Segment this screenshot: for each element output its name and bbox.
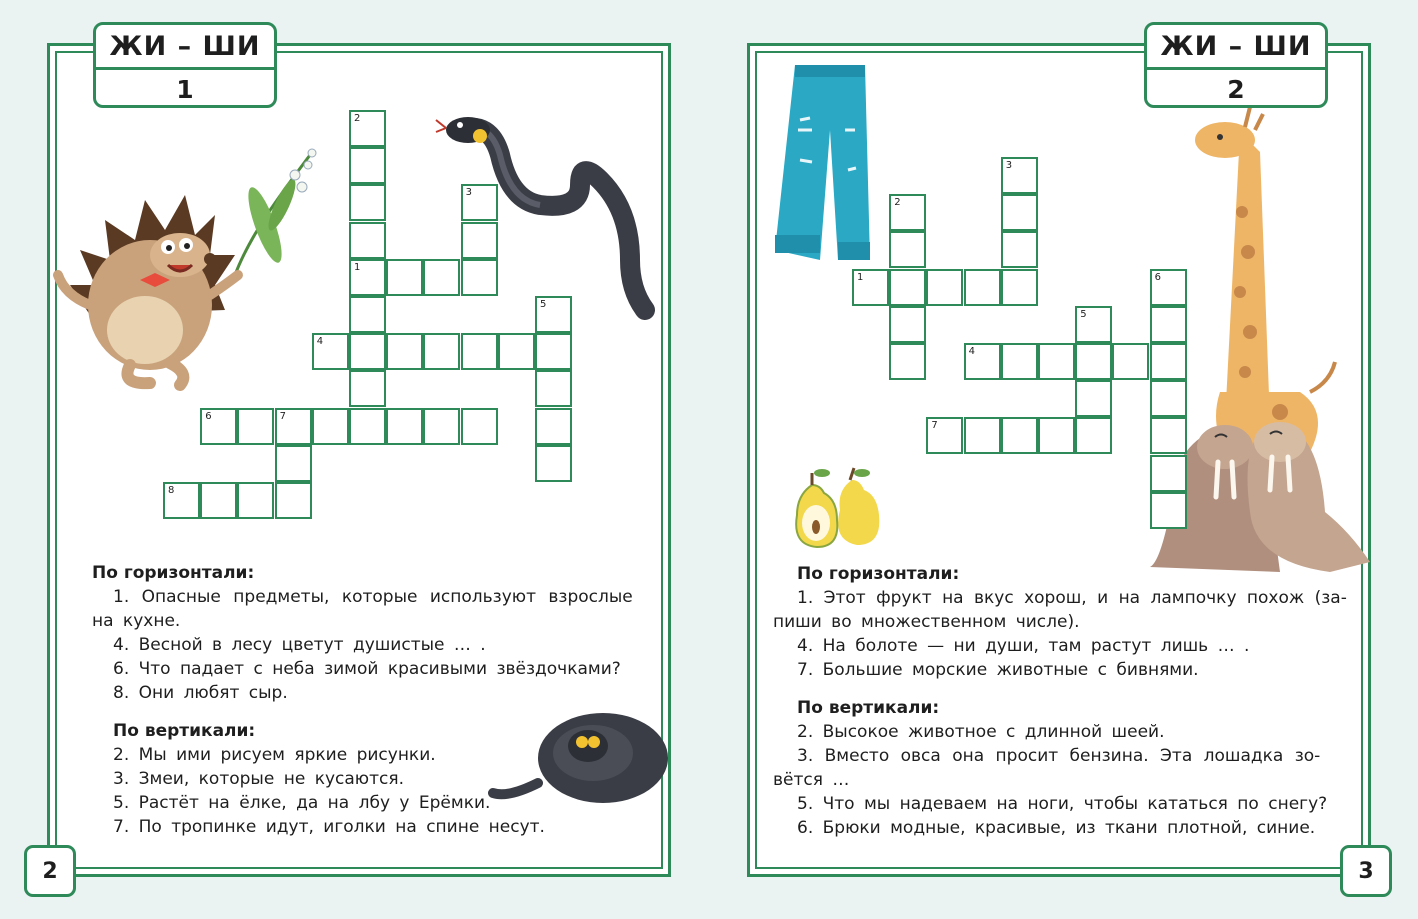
right-across-heading: По горизонтали: <box>797 564 960 584</box>
left-header-number: 1 <box>176 74 194 104</box>
right-down-list <box>773 720 1333 840</box>
right-clue-number: 7 <box>931 420 938 432</box>
right-page-header <box>1144 22 1328 108</box>
right-down-clue: вётся … <box>773 770 850 790</box>
right-down-clue: 6. Брюки модные, красивые, из ткани плотной, синие. <box>797 818 1316 838</box>
right-down-clue: 5. Что мы надеваем на ноги, чтобы кататься по снегу? <box>797 794 1328 814</box>
right-across-clue: пиши во множественном числе). <box>773 612 1080 632</box>
left-across-list <box>92 585 652 705</box>
right-across-clue: 1. Этот фрукт на вкус хорош, и на лампочку похож (за- <box>797 588 1347 608</box>
right-across-clue: 4. На болоте — ни души, там растут лишь … . <box>797 636 1250 656</box>
left-clue-number: 8 <box>168 485 175 496</box>
lily-of-the-valley-icon <box>235 149 316 275</box>
left-down-list <box>92 743 652 839</box>
right-down-heading: По вертикали: <box>797 698 940 718</box>
left-down-clue: 3. Змеи, которые не кусаются. <box>113 769 404 789</box>
right-across-list <box>773 586 1347 682</box>
left-page-header <box>93 22 277 108</box>
left-across-clue: 4. Весной в лесу цветут душистые … . <box>113 635 486 655</box>
left-clue-number: 5 <box>540 299 547 310</box>
right-clues <box>773 562 1347 840</box>
left-across-clue: на кухне. <box>92 611 181 631</box>
giraffe-walruses-illustration <box>1150 92 1375 582</box>
left-clues <box>92 561 652 839</box>
left-clue-number: 6 <box>205 410 212 422</box>
snake-illustration <box>430 110 660 325</box>
right-clue-number: 2 <box>894 197 901 209</box>
right-clue-number: 1 <box>857 271 864 283</box>
hedgehog-illustration <box>50 135 330 395</box>
left-clue-number: 7 <box>279 410 286 422</box>
left-down-clue: 5. Растёт на ёлке, да на лбу у Ерёмки. <box>113 793 491 813</box>
giraffe-icon <box>1195 99 1335 452</box>
left-clue-number: 1 <box>354 261 361 273</box>
right-down-clue: 3. Вместо овса она просит бензина. Эта лошадка зо- <box>797 746 1321 766</box>
left-clue-number: 3 <box>465 187 472 199</box>
jeans-illustration <box>770 60 880 265</box>
right-clue-number: 6 <box>1154 271 1161 283</box>
left-across-clue: 8. Они любят сыр. <box>113 683 288 703</box>
right-header-title: ЖИ – ШИ <box>1147 25 1325 70</box>
right-clue-number: 4 <box>968 346 975 357</box>
pears-illustration <box>782 465 882 550</box>
right-clue-number: 3 <box>1005 160 1013 171</box>
left-across-clue: 1. Опасные предметы, которые используют взрослые <box>113 587 633 607</box>
left-down-clue: 2. Мы ими рисуем яркие рисунки. <box>113 745 436 765</box>
left-across-heading: По горизонтали: <box>92 563 255 583</box>
left-down-clue: 7. По тропинке идут, иголки на спине несут. <box>113 817 545 837</box>
left-clue-number: 4 <box>316 336 324 348</box>
left-down-heading: По вертикали: <box>113 721 256 741</box>
left-header-title: ЖИ – ШИ <box>96 25 274 70</box>
right-header-number: 2 <box>1227 74 1245 104</box>
right-clue-number: 5 <box>1080 308 1087 320</box>
walrus-icon <box>1150 422 1370 572</box>
right-down-clue: 2. Высокое животное с длинной шеей. <box>797 722 1165 742</box>
hedgehog-icon <box>58 195 238 385</box>
left-clue-number: 2 <box>354 113 361 124</box>
left-page-number: 2 <box>24 845 76 897</box>
right-across-clue: 7. Большие морские животные с бивнями. <box>797 660 1199 680</box>
left-across-clue: 6. Что падает с неба зимой красивыми звёздочками? <box>113 659 621 679</box>
right-page-number: 3 <box>1340 845 1392 897</box>
